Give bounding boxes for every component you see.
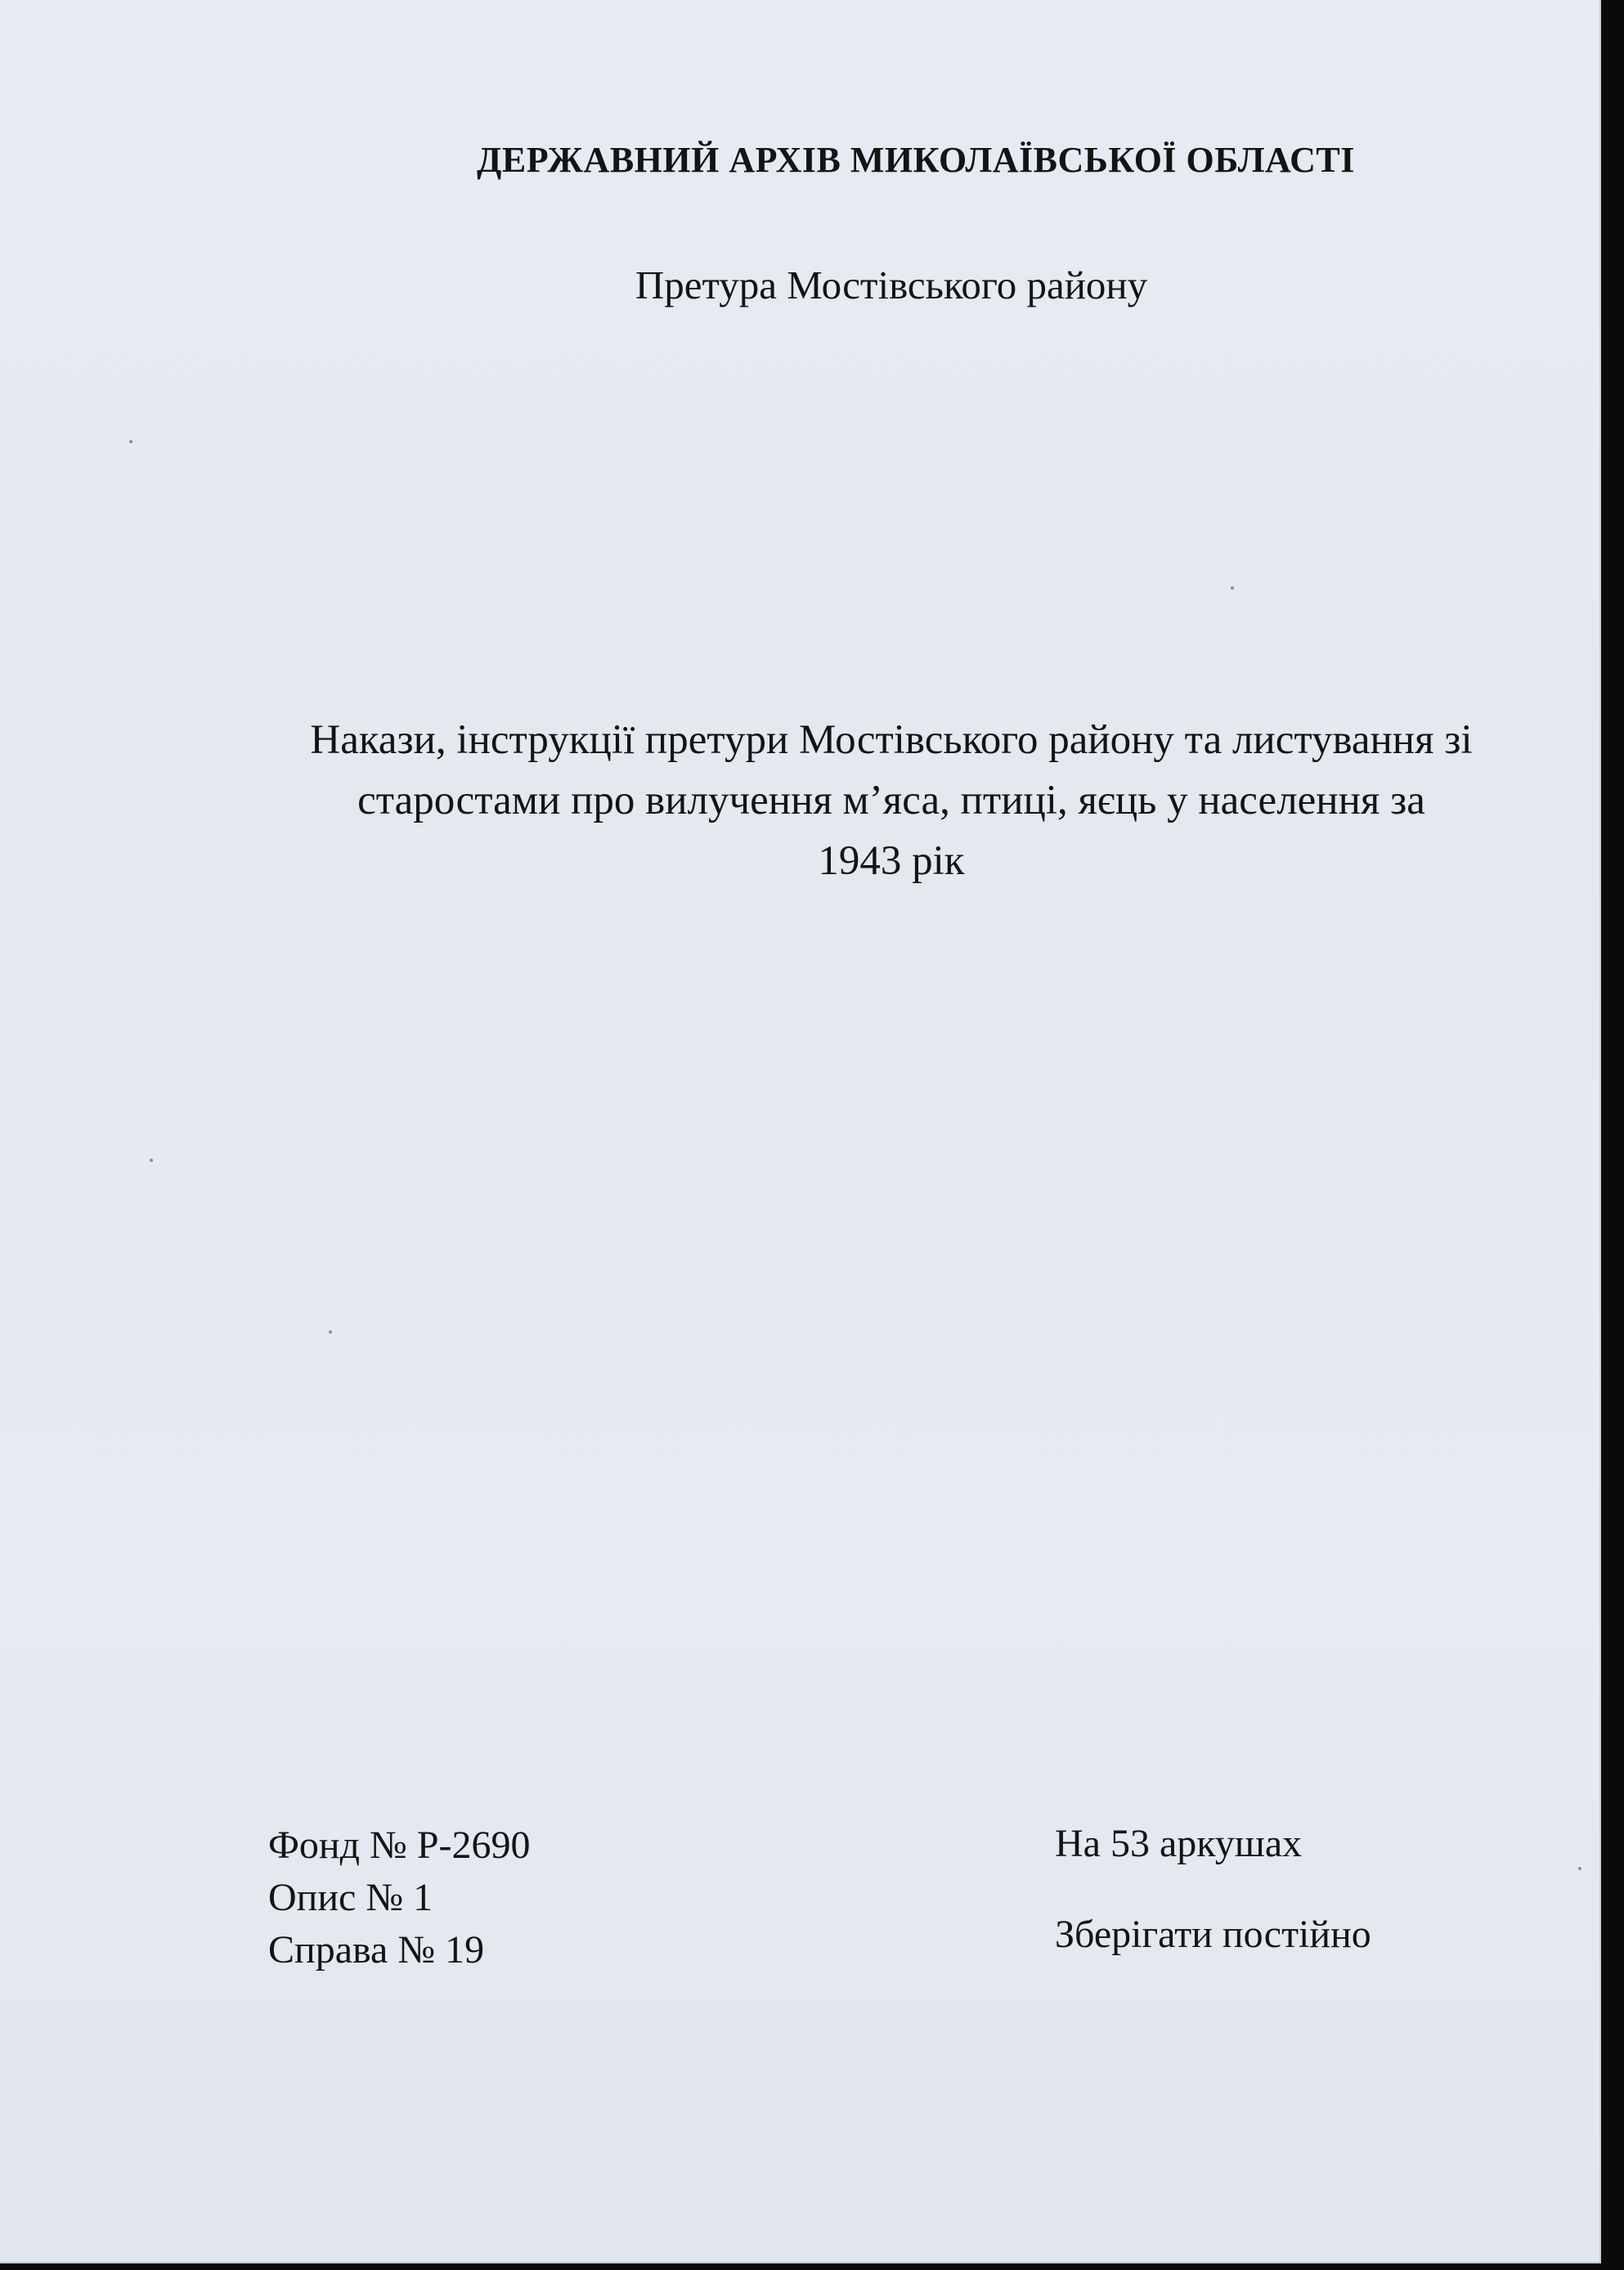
fond-number: Фонд № Р-2690 [268, 1824, 531, 1867]
archive-name: ДЕРЖАВНИЙ АРХІВ МИКОЛАЇВСЬКОЇ ОБЛАСТІ [477, 140, 1355, 180]
file-title-line: 1943 рік [818, 838, 965, 884]
opys-number: Опис № 1 [268, 1876, 433, 1919]
paper-speck [1231, 586, 1234, 590]
paper-speck [150, 1159, 153, 1162]
file-details [1055, 1821, 1371, 1957]
paper-speck [329, 1330, 332, 1334]
fonds-creator: Претура Мостівського району [635, 262, 1148, 307]
paper-speck [1578, 1867, 1581, 1870]
sprava-number: Справа № 19 [268, 1928, 485, 1972]
file-title-line: Накази, інструкції претури Мостівського району та листування зі [310, 717, 1473, 763]
retention-term: Зберігати постійно [1055, 1913, 1371, 1956]
paper-speck [129, 440, 132, 443]
file-title [270, 710, 1513, 891]
archival-reference [268, 1819, 531, 1976]
sheet-count: На 53 аркушах [1055, 1822, 1303, 1865]
file-title-line: старостами про вилучення м’яса, птиці, яєць у населення за [357, 778, 1425, 823]
